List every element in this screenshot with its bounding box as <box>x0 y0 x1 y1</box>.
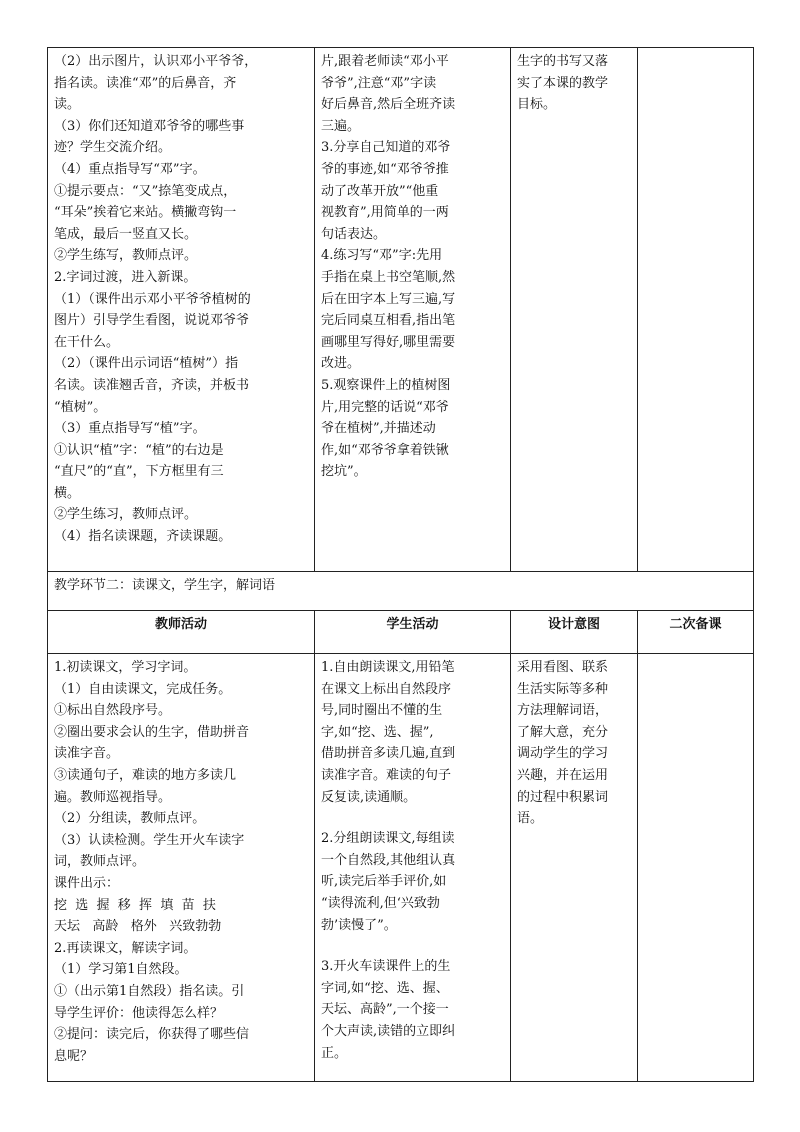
bottom-intent-cell <box>511 654 638 1082</box>
text-line: 图片）引导学生看图，说说邓爷爷 <box>54 313 250 329</box>
text-line: 在干什么。 <box>54 334 120 350</box>
header-row <box>48 611 754 654</box>
text-line: 勃’读慢了”。 <box>321 917 397 933</box>
text-line: 导学生评价：他读得怎么样？ <box>54 1005 224 1021</box>
text-line: 2.字词过渡，进入新课。 <box>54 269 197 285</box>
text-line: （2）分组读，教师点评。 <box>54 811 206 827</box>
text-line: 3.开火车读课件上的生 <box>321 959 451 975</box>
text-line: 后在田字本上写三遍,写 <box>321 291 456 307</box>
text-line: 了解大意，充分 <box>517 724 609 740</box>
text-line: 片,跟着老师读“邓小平 <box>321 54 449 69</box>
text-line: “直尺”的“直”，下方框里有三 <box>54 464 224 480</box>
text-line: 生活实际等多种 <box>517 681 609 697</box>
text-line: 课件出示： <box>54 875 120 891</box>
section-title: 教学环节二：读课文，学生字，解词语 <box>48 572 754 611</box>
text-line: （4）指名读课题，齐读课题。 <box>54 529 232 545</box>
text-line: ②提问：读完后，你获得了哪些信 <box>54 1027 250 1043</box>
section-row <box>48 572 754 611</box>
text-line: 借助拼音多读几遍,直到 <box>321 746 456 762</box>
text-line: 爷爷”,注意“邓”字读 <box>321 75 437 91</box>
text-line: ①认识“植”字：“植”的右边是 <box>54 442 224 458</box>
text-line: 遍。教师巡视指导。 <box>54 789 172 805</box>
text-line: 手指在桌上书空笔顺,然 <box>321 269 456 285</box>
top-student-cell <box>315 48 511 572</box>
text-line: ①提示要点：“又”捺笔变成点， <box>54 183 237 199</box>
text-line: ③读通句子，难读的地方多读几 <box>54 767 237 783</box>
text-line: 爷的事迹,如“邓爷爷推 <box>321 161 449 177</box>
text-line: “读得流利,但‘兴致勃 <box>321 895 440 911</box>
bottom-notes-cell <box>638 654 754 1082</box>
text-line: 挖 选 握 移 挥 填 苗 扶 <box>54 897 216 913</box>
text-line: 号,同时圈出不懂的生 <box>321 703 443 719</box>
text-line: 息呢？ <box>54 1048 94 1064</box>
text-line: （3）你们还知道邓爷爷的哪些事 <box>54 118 245 134</box>
bottom-content-row <box>48 654 754 1082</box>
text-line: 挖坑”。 <box>321 464 367 480</box>
text-line: （1）（课件出示邓小平爷爷植树的 <box>54 291 251 307</box>
text-line: 读。 <box>54 97 81 113</box>
text-line: 语。 <box>517 811 544 827</box>
text-line: （1）自由读课文，完成任务。 <box>54 681 232 697</box>
text-line: 2.再读课文，解读字词。 <box>54 940 197 956</box>
text-line: ②学生练写，教师点评。 <box>54 248 198 264</box>
text-line: 指名读。读准“邓”的后鼻音，齐 <box>54 75 237 91</box>
text-line: 1.自由朗读课文,用铅笔 <box>321 660 455 675</box>
text-line: 3.分享自己知道的邓爷 <box>321 140 451 156</box>
header-intent: 设计意图 <box>511 611 638 654</box>
header-teacher: 教师活动 <box>48 611 315 654</box>
text-line: 一个自然段,其他组认真 <box>321 852 456 868</box>
text-line: 方法理解词语， <box>517 703 609 719</box>
text-line: 字词,如“挖、选、握、 <box>321 980 449 996</box>
text-line: 5.观察课件上的植树图 <box>321 377 451 393</box>
text-line: 片,用完整的话说“邓爷 <box>321 399 449 415</box>
text-line: 正。 <box>321 1045 348 1061</box>
text-line: 横。 <box>54 485 81 501</box>
text-line: ②圈出要求会认的生字，借助拼音 <box>54 724 250 740</box>
text-line: 2.分组朗读课文,每组读 <box>321 831 455 847</box>
text-line: 迹？学生交流介绍。 <box>54 140 172 156</box>
text-line: 画哪里写得好,哪里需要 <box>321 334 456 350</box>
text-line: （3）重点指导写“植”字。 <box>54 421 206 437</box>
text-line: “植树”。 <box>54 399 107 415</box>
text-line: 天坛、高龄”,一个接一 <box>321 1002 449 1018</box>
text-line: 改进。 <box>321 356 361 372</box>
text-line: 三遍。 <box>321 118 361 134</box>
text-line: 采用看图、联系 <box>517 660 609 675</box>
text-line: ①标出自然段序号。 <box>54 703 172 719</box>
top-teacher-cell <box>48 48 315 572</box>
lesson-plan-table <box>47 47 754 1082</box>
text-line: 在课文上标出自然段序 <box>321 681 452 697</box>
text-line: 读准字音。 <box>54 746 120 762</box>
text-line: 动了改革开放”“他重 <box>321 183 439 199</box>
text-line: 实了本课的教学 <box>517 75 609 91</box>
bottom-teacher-cell <box>48 654 315 1082</box>
text-line: 目标。 <box>517 97 557 113</box>
text-line: （2）出示图片，认识邓小平爷爷， <box>54 54 258 69</box>
header-student: 学生活动 <box>315 611 511 654</box>
text-line: 好后鼻音,然后全班齐读 <box>321 97 456 113</box>
text-line: 个大声读,读错的立即纠 <box>321 1023 456 1039</box>
text-line: 兴趣，并在运用 <box>517 767 609 783</box>
text-line: ②学生练习，教师点评。 <box>54 507 198 523</box>
text-line: 视教育”,用简单的一两 <box>321 205 449 221</box>
text-line: （1）学习第1自然段。 <box>54 962 188 978</box>
text-line: 天坛 高龄 格外 兴致勃勃 <box>54 919 222 935</box>
text-line: 1.初读课文，学习字词。 <box>54 660 197 675</box>
text-line: （2）（课件出示词语“植树”）指 <box>54 356 239 372</box>
text-line: 调动学生的学习 <box>517 746 609 762</box>
top-intent-cell <box>511 48 638 572</box>
text-line: 听,读完后举手评价,如 <box>321 874 447 890</box>
text-line: 生字的书写又落 <box>517 54 609 69</box>
text-line: 句话表达。 <box>321 226 387 242</box>
top-notes-cell <box>638 48 754 572</box>
text-line: 爷在植树”,并描述动 <box>321 421 436 437</box>
text-line: “耳朵”挨着它来站。横撇弯钩一 <box>54 205 237 221</box>
text-line: （4）重点指导写“邓”字。 <box>54 161 206 177</box>
text-line: 词，教师点评。 <box>54 854 146 870</box>
text-line: 的过程中积累词 <box>517 789 609 805</box>
text-line: 反复读,读通顺。 <box>321 789 417 805</box>
text-line: 4.练习写“邓”字:先用 <box>321 248 443 264</box>
top-content-row <box>48 48 754 572</box>
header-notes: 二次备课 <box>638 611 754 654</box>
text-line: 笔成，最后一竖直又长。 <box>54 226 198 242</box>
text-line: （3）认读检测。学生开火车读字 <box>54 832 245 848</box>
text-line: ①（出示第1自然段）指名读。引 <box>54 983 245 999</box>
text-line: 读准字音。难读的句子 <box>321 767 452 783</box>
bottom-student-cell <box>315 654 511 1082</box>
text-line: 作,如“邓爷爷拿着铁锹 <box>321 442 449 458</box>
text-line: 完后同桌互相看,指出笔 <box>321 313 456 329</box>
text-line: 名读。读准翘舌音，齐读，并板书 <box>54 377 250 393</box>
text-line: 字,如“挖、选、握”, <box>321 724 434 740</box>
